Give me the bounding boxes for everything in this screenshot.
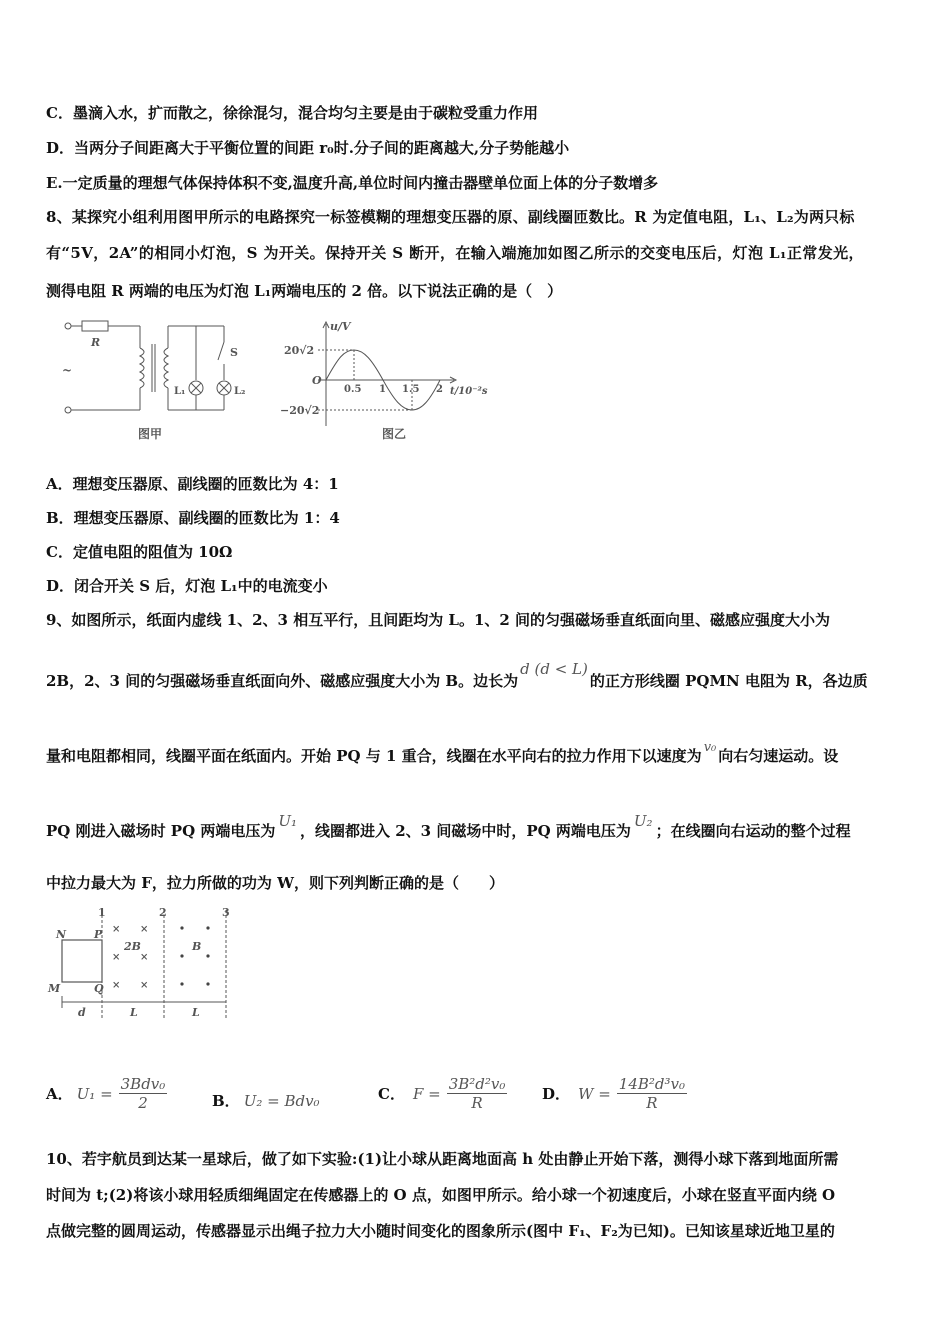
q8-circuit-figure — [58, 312, 258, 444]
q9-choice-b — [212, 1090, 320, 1111]
choice-b-expr: U₂ = Bdv₀ — [243, 1091, 320, 1110]
width-l1-label: L — [130, 1006, 138, 1019]
graph-y-max: 20√2 — [284, 344, 315, 357]
choice-a-fraction — [119, 1075, 168, 1112]
q9-stem-line1: 9、如图所示，纸面内虚线 1、2、3 相互平行，且间距均为 L。1、2 间的匀强磁场垂直纸面向里、磁感应强度大小为 — [46, 611, 831, 629]
q8-option-a: A．理想变压器原、副线圈的匝数比为 4：1 — [46, 475, 339, 493]
graph-xlabel: t/10⁻²s — [450, 386, 488, 397]
vertex-n-label: N — [56, 928, 67, 941]
resistor-label: R — [91, 336, 101, 349]
q8-stem-line1: 8、某探究小组利用图甲所示的电路探究一标签模糊的理想变压器的原、副线圈匝数比。R 为定值电阻，L₁、L₂为两只标 — [46, 208, 855, 226]
vertex-m-label: M — [48, 982, 61, 995]
q9-choice-a — [46, 1075, 167, 1112]
graph-origin: O — [312, 374, 322, 387]
graph-y-min: −20√2 — [280, 404, 320, 417]
q10-stem-line1: 10、若宇航员到达某一星球后，做了如下实验:(1)让小球从距离地面高 h 处由静止开始下落，测得小球下落到地面所需 — [46, 1150, 839, 1168]
choice-d-lhs: W = — [578, 1084, 611, 1103]
q8-option-d: D．闭合开关 S 后，灯泡 L₁中的电流变小 — [46, 577, 328, 595]
q9-line4-math2: U₂ — [633, 812, 653, 830]
q9-line4-a: PQ 刚进入磁场时 PQ 两端电压为 — [46, 822, 276, 840]
q9-choice-c — [378, 1075, 507, 1112]
q8-option-c: C．定值电阻的阻值为 10Ω — [46, 543, 233, 561]
q9-line2-a: 2B，2、3 间的匀强磁场垂直纸面向外、磁感应强度大小为 B。边长为 — [46, 672, 519, 690]
q10-stem-line2: 时间为 t;(2)将该小球用轻质细绳固定在传感器上的 O 点，如图甲所示。给小球一个初速度后，小球在竖直平面内绕 O — [46, 1186, 836, 1204]
vertex-p-label: P — [94, 928, 103, 941]
q9-stem-line3 — [46, 740, 839, 766]
q9-choice-d — [542, 1075, 687, 1112]
q8-voltage-graph — [278, 318, 504, 444]
switch-label: S — [230, 346, 238, 359]
field-2b-label: 2B — [124, 940, 141, 953]
field-b-label: B — [192, 940, 202, 953]
graph-xtick-2: 1.5 — [402, 384, 420, 395]
figure-caption-yi: 图乙 — [382, 427, 407, 441]
q9-stem-line5: 中拉力最大为 F，拉力所做的功为 W，则下列判断正确的是（ ） — [46, 874, 504, 892]
choice-a-numerator: 3Bdv₀ — [120, 1075, 166, 1093]
boundary-2-label: 2 — [159, 906, 167, 919]
q9-stem-line2 — [46, 660, 868, 691]
q9-line4-math1: U₁ — [278, 812, 298, 830]
graph-ylabel: u/V — [330, 320, 351, 333]
svg-text:×: × — [112, 952, 121, 963]
width-d-label: d — [78, 1006, 86, 1019]
graph-xtick-0: 0.5 — [344, 384, 362, 395]
q8-stem-line2: 有“5V，2A”的相同小灯泡，S 为开关。保持开关 S 断开，在输入端施加如图乙所示的交变电压后，灯泡 L₁正常发光， — [46, 244, 864, 262]
ac-source-symbol: ~ — [62, 363, 73, 377]
q9-magnetic-field-figure — [44, 904, 240, 1026]
q7-option-d: D．当两分子间距离大于平衡位置的间距 r₀时.分子间的距离越大,分子势能越小 — [46, 139, 570, 157]
choice-c-numerator: 3B²d²v₀ — [448, 1075, 506, 1093]
q8-option-b: B．理想变压器原、副线圈的匝数比为 1：4 — [46, 509, 340, 527]
figure-caption-jia: 图甲 — [138, 427, 163, 441]
q7-option-e: E.一定质量的理想气体保持体积不变,温度升高,单位时间内撞击器壁单位面上体的分子数增多 — [46, 174, 659, 192]
svg-text:×: × — [140, 952, 149, 963]
boundary-3-label: 3 — [222, 906, 230, 919]
choice-d-fraction — [617, 1075, 687, 1112]
q9-line2-math: d (d < L) — [520, 660, 588, 678]
svg-text:×: × — [112, 924, 121, 935]
q10-stem-line3: 点做完整的圆周运动，传感器显示出绳子拉力大小随时间变化的图象所示(图中 F₁、F₂为已知)。已知该星球近地卫星的 — [46, 1222, 835, 1240]
choice-c-denominator: R — [471, 1094, 483, 1112]
lamp-l2-label: L₂ — [234, 386, 246, 397]
choice-d-denominator: R — [646, 1094, 658, 1112]
q9-line2-b: 的正方形线圈 PQMN 电阻为 R，各边质 — [589, 672, 868, 690]
q9-line3-b: 向右匀速运动。设 — [718, 747, 839, 765]
q9-line3-math: v₀ — [703, 740, 717, 755]
choice-a-label: A． — [46, 1085, 73, 1103]
svg-text:×: × — [112, 980, 121, 991]
choice-a-denominator: 2 — [138, 1094, 148, 1112]
choice-d-numerator: 14B²d³v₀ — [618, 1075, 686, 1093]
vertex-q-label: Q — [94, 982, 104, 995]
choice-b-label: B． — [212, 1092, 240, 1110]
choice-c-lhs: F = — [412, 1084, 441, 1103]
q8-stem-line3: 测得电阻 R 两端的电压为灯泡 L₁两端电压的 2 倍。以下说法正确的是（ ） — [46, 282, 563, 300]
lamp-l1-label: L₁ — [174, 386, 186, 397]
q9-stem-line4 — [46, 812, 851, 841]
width-l2-label: L — [192, 1006, 200, 1019]
q9-line3-a: 量和电阻都相同，线圈平面在纸面内。开始 PQ 与 1 重合，线圈在水平向右的拉力作用下以速度为 — [46, 747, 702, 765]
graph-xtick-3: 2 — [436, 384, 443, 395]
graph-xtick-1: 1 — [379, 384, 386, 395]
q7-option-c: C．墨滴入水，扩而散之，徐徐混匀，混合均匀主要是由于碳粒受重力作用 — [46, 104, 538, 122]
choice-a-lhs: U₁ = — [76, 1084, 113, 1103]
choice-c-fraction — [447, 1075, 508, 1112]
svg-text:×: × — [140, 980, 149, 991]
q9-line4-c: ；在线圈向右运动的整个过程 — [655, 822, 851, 840]
svg-text:×: × — [140, 924, 149, 935]
choice-c-label: C． — [378, 1085, 405, 1103]
choice-d-label: D． — [542, 1085, 571, 1103]
q9-line4-b: ，线圈都进入 2、3 间磁场中时，PQ 两端电压为 — [300, 822, 631, 840]
boundary-1-label: 1 — [98, 906, 106, 919]
